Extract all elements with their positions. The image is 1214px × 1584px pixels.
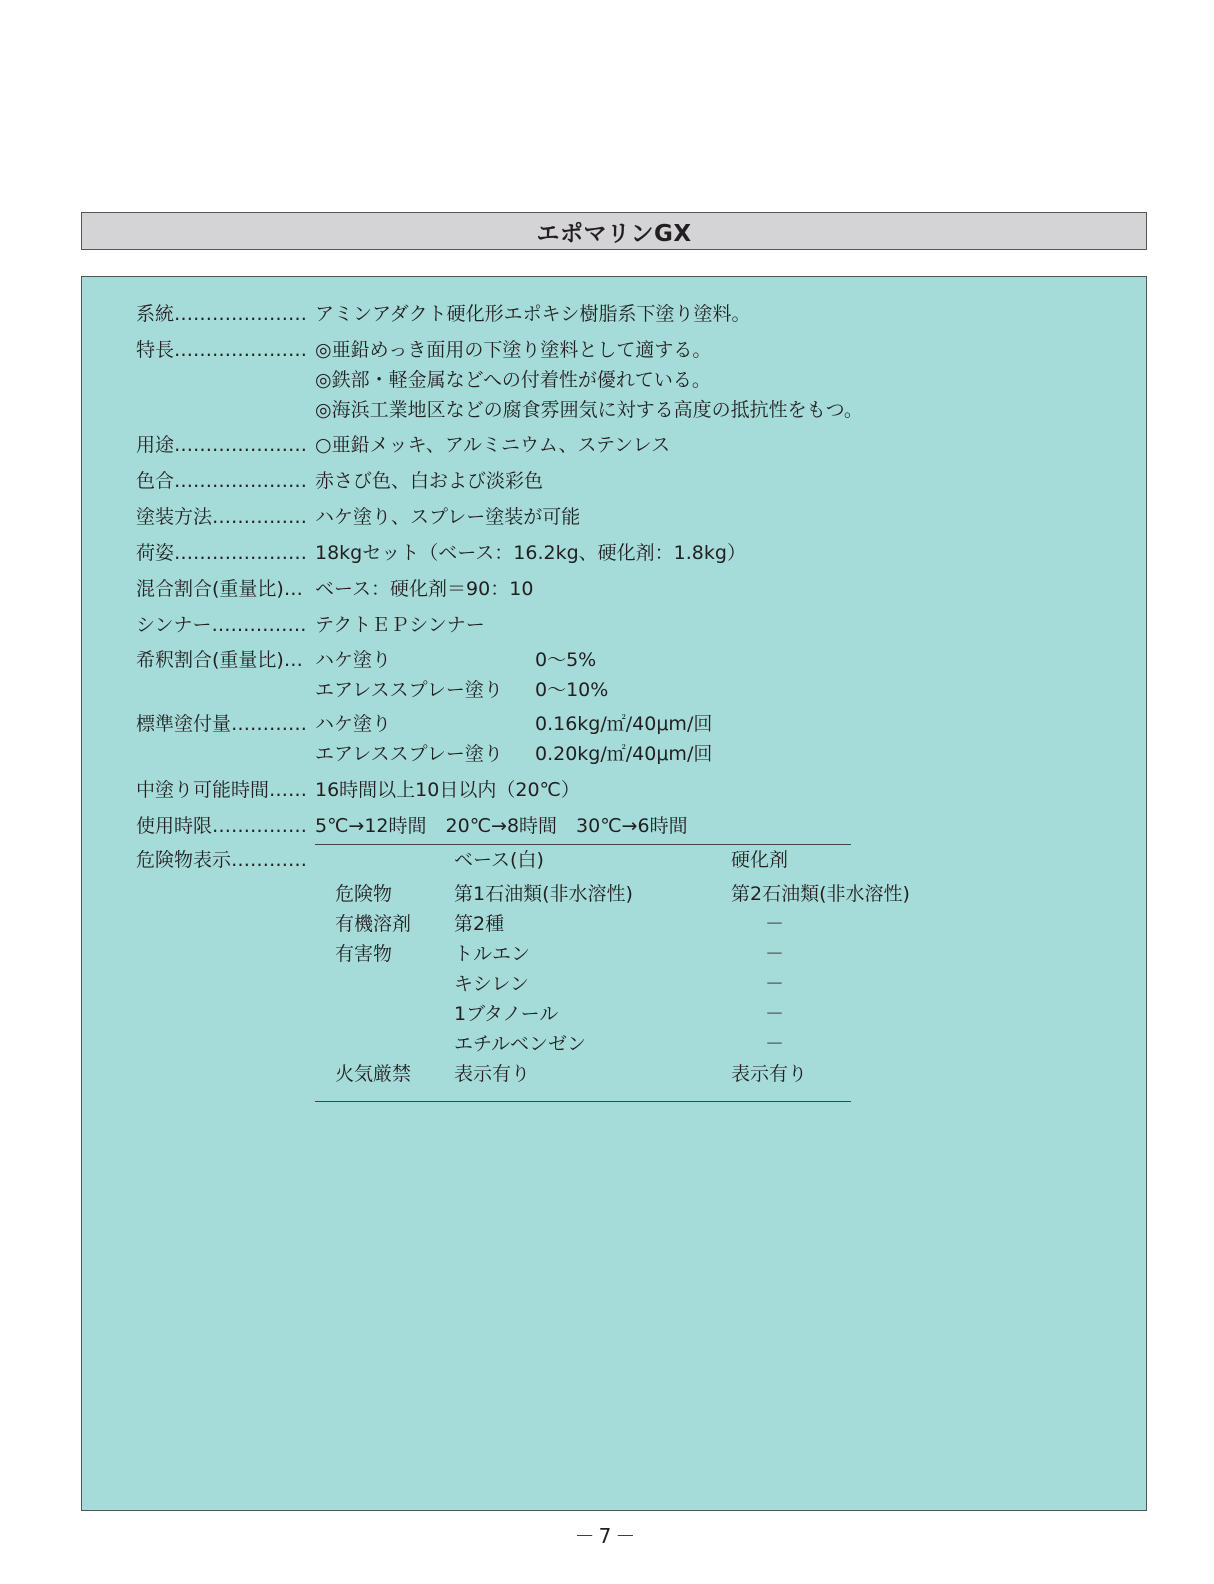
table-cell-hardener: 表示有り [731, 1063, 808, 1085]
spec-value: ◎鉄部・軽金属などへの付着性が優れている。 [315, 369, 711, 391]
spec-label: シンナー…………… [136, 614, 307, 636]
table-cell-base: 第1石油類(非水溶性) [454, 883, 633, 905]
spec-panel [81, 276, 1147, 1511]
spec-label: 標準塗付量………… [136, 713, 308, 735]
spec-value: 5℃→12時間 20℃→8時間 30℃→6時間 [315, 815, 688, 837]
spec-value: 16時間以上10日以内（20℃） [315, 779, 580, 801]
spec-label: 塗装方法…………… [136, 506, 308, 528]
table-cell-base: 表示有り [454, 1063, 531, 1085]
table-bottom-rule [315, 1101, 851, 1102]
table-cell-base: トルエン [454, 943, 531, 965]
table-cell-hardener: 第2石油類(非水溶性) [731, 883, 910, 905]
spec-value: 赤さび色、白および淡彩色 [315, 470, 544, 492]
spec-method: エアレススプレー塗り [315, 743, 503, 765]
spec-value: アミンアダクト硬化形エポキシ樹脂系下塗り塗料。 [315, 303, 751, 325]
page-title: エポマリンGX [536, 220, 692, 247]
spec-label: 危険物表示………… [136, 849, 308, 871]
spec-label: 中塗り可能時間…… [136, 779, 308, 801]
spec-label: 荷姿………………… [136, 542, 308, 564]
table-cell-base: 第2種 [454, 913, 505, 935]
table-cell-category: 危険物 [335, 883, 393, 905]
spec-amount: 0～5% [535, 649, 597, 671]
table-cell-category: 火気厳禁 [335, 1063, 412, 1085]
spec-value: 18kgセット（ベース：16.2kg、硬化剤：1.8kg） [315, 542, 746, 564]
spec-amount: 0～10% [535, 679, 609, 701]
spec-label: 特長………………… [136, 339, 308, 361]
spec-value: ハケ塗り、スプレー塗装が可能 [315, 506, 581, 528]
spec-method: ハケ塗り [315, 713, 392, 735]
title-bar [81, 212, 1147, 250]
table-cell-hardener: － [765, 1003, 785, 1025]
spec-label: 系統………………… [136, 303, 308, 325]
table-cell-hardener: － [765, 943, 785, 965]
spec-label: 色合………………… [136, 470, 308, 492]
table-cell-base: キシレン [454, 973, 529, 995]
spec-label: 混合割合(重量比)… [136, 578, 303, 600]
table-top-rule [315, 844, 851, 845]
table-header-base: ベース(白) [454, 849, 544, 871]
page-number: －7－ [574, 1524, 640, 1548]
spec-label: 希釈割合(重量比)… [136, 649, 303, 671]
table-cell-category: 有機溶剤 [335, 913, 412, 935]
table-cell-base: エチルベンゼン [454, 1033, 587, 1055]
table-cell-hardener: － [765, 973, 785, 995]
table-cell-hardener: － [765, 1033, 785, 1055]
table-header-hardener: 硬化剤 [731, 849, 789, 871]
spec-amount: 0.20kg/㎡/40μm/回 [535, 743, 713, 765]
spec-value: ○亜鉛メッキ、アルミニウム、ステンレス [315, 434, 671, 456]
spec-label: 用途………………… [136, 434, 308, 456]
spec-amount: 0.16kg/㎡/40μm/回 [535, 713, 713, 735]
spec-value: テクトＥＰシンナー [315, 614, 485, 636]
spec-method: ハケ塗り [315, 649, 392, 671]
spec-method: エアレススプレー塗り [315, 679, 503, 701]
table-cell-base: 1ブタノール [454, 1003, 559, 1025]
spec-value: ベース：硬化剤＝90：10 [315, 578, 534, 600]
table-cell-category: 有害物 [335, 943, 393, 965]
spec-label: 使用時限…………… [136, 815, 308, 837]
spec-value: ◎亜鉛めっき面用の下塗り塗料として適する。 [315, 339, 712, 361]
spec-value: ◎海浜工業地区などの腐食雰囲気に対する高度の抵抗性をもつ。 [315, 399, 863, 421]
table-cell-hardener: － [765, 913, 785, 935]
